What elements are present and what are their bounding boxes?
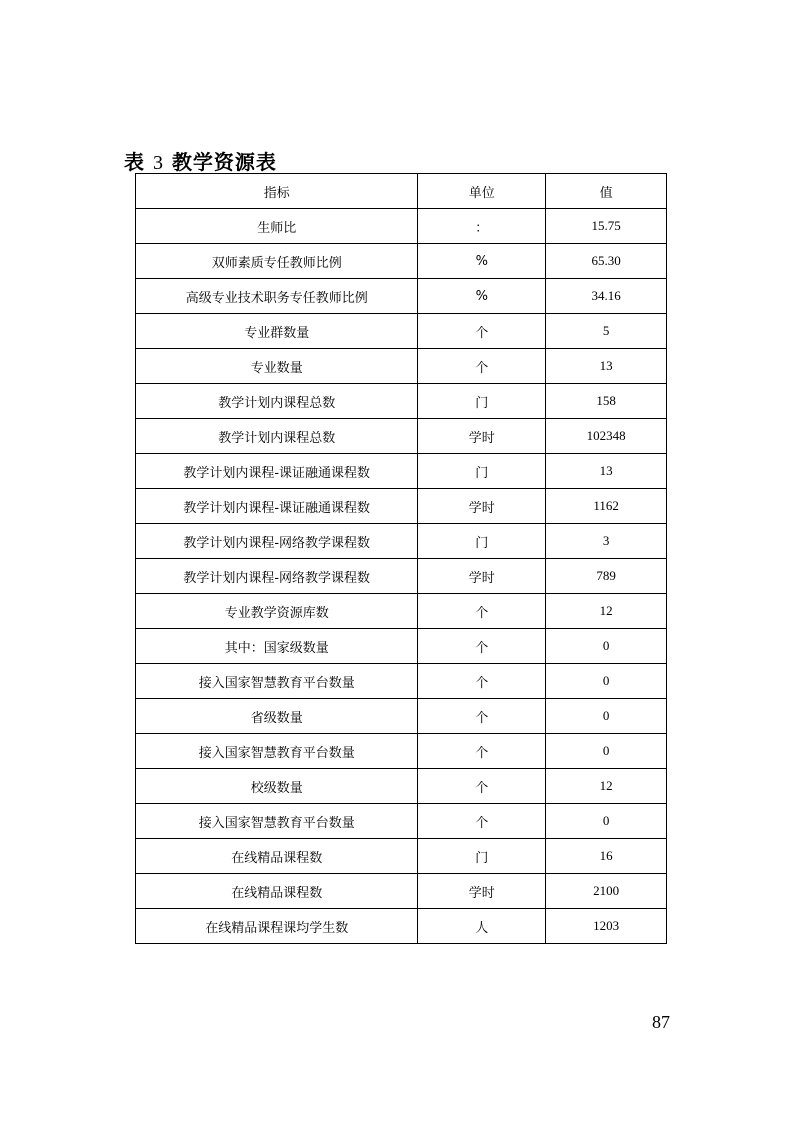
value-cell: 16: [546, 839, 667, 874]
table-row: [136, 314, 667, 349]
table-title-number: 3: [152, 152, 164, 174]
value-cell: 158: [546, 384, 667, 419]
unit-cell: 学时: [418, 419, 546, 454]
table-row: [136, 874, 667, 909]
value-cell: 1203: [546, 909, 667, 944]
unit-cell: 门: [418, 384, 546, 419]
indicator-cell: 高级专业技术职务专任教师比例: [136, 279, 418, 314]
table-title-prefix: 表: [124, 150, 145, 174]
header-unit: 单位: [418, 174, 546, 209]
value-cell: 0: [546, 804, 667, 839]
value-cell: 0: [546, 664, 667, 699]
unit-cell: 个: [418, 314, 546, 349]
indicator-cell: 教学计划内课程总数: [136, 384, 418, 419]
indicator-cell: 双师素质专任教师比例: [136, 244, 418, 279]
unit-cell: 门: [418, 524, 546, 559]
value-cell: 65.30: [546, 244, 667, 279]
indicator-cell: 教学计划内课程-网络教学课程数: [136, 559, 418, 594]
indicator-cell: 教学计划内课程-课证融通课程数: [136, 454, 418, 489]
table-row: [136, 629, 667, 664]
indicator-cell: 在线精品课程数: [136, 839, 418, 874]
value-cell: 13: [546, 454, 667, 489]
unit-cell: 门: [418, 454, 546, 489]
value-cell: 12: [546, 769, 667, 804]
table-title-text: 教学资源表: [171, 150, 277, 174]
table-row: [136, 349, 667, 384]
indicator-cell: 教学计划内课程总数: [136, 419, 418, 454]
value-cell: 3: [546, 524, 667, 559]
unit-cell: 个: [418, 804, 546, 839]
indicator-cell: 专业数量: [136, 349, 418, 384]
header-value: 值: [546, 174, 667, 209]
indicator-cell: 教学计划内课程-网络教学课程数: [136, 524, 418, 559]
unit-cell: 学时: [418, 489, 546, 524]
value-cell: 12: [546, 594, 667, 629]
table-row: [136, 734, 667, 769]
unit-cell: %: [418, 244, 546, 279]
table-row: [136, 664, 667, 699]
table-row: [136, 524, 667, 559]
indicator-cell: 接入国家智慧教育平台数量: [136, 734, 418, 769]
unit-cell: ：: [418, 209, 546, 244]
table-row: [136, 559, 667, 594]
table-row: [136, 419, 667, 454]
value-cell: 789: [546, 559, 667, 594]
value-cell: 1162: [546, 489, 667, 524]
value-cell: 2100: [546, 874, 667, 909]
table-header-row: [136, 174, 667, 209]
unit-cell: 学时: [418, 559, 546, 594]
table-row: [136, 839, 667, 874]
indicator-cell: 其中：国家级数量: [136, 629, 418, 664]
indicator-cell: 接入国家智慧教育平台数量: [136, 804, 418, 839]
unit-cell: 人: [418, 909, 546, 944]
table-row: [136, 594, 667, 629]
indicator-cell: 在线精品课程数: [136, 874, 418, 909]
unit-cell: %: [418, 279, 546, 314]
value-cell: 15.75: [546, 209, 667, 244]
table-title: [124, 146, 277, 175]
value-cell: 34.16: [546, 279, 667, 314]
indicator-cell: 专业群数量: [136, 314, 418, 349]
unit-cell: 个: [418, 664, 546, 699]
value-cell: 0: [546, 629, 667, 664]
value-cell: 102348: [546, 419, 667, 454]
table-row: [136, 804, 667, 839]
table-row: [136, 244, 667, 279]
unit-cell: 个: [418, 699, 546, 734]
value-cell: 5: [546, 314, 667, 349]
indicator-cell: 省级数量: [136, 699, 418, 734]
unit-cell: 个: [418, 734, 546, 769]
unit-cell: 个: [418, 349, 546, 384]
table-row: [136, 769, 667, 804]
unit-cell: 门: [418, 839, 546, 874]
table-row: [136, 279, 667, 314]
table-row: [136, 909, 667, 944]
indicator-cell: 专业教学资源库数: [136, 594, 418, 629]
value-cell: 13: [546, 349, 667, 384]
indicator-cell: 生师比: [136, 209, 418, 244]
indicator-cell: 在线精品课程课均学生数: [136, 909, 418, 944]
table-row: [136, 384, 667, 419]
indicator-cell: 接入国家智慧教育平台数量: [136, 664, 418, 699]
page-number: 87: [652, 1012, 670, 1032]
unit-cell: 个: [418, 769, 546, 804]
unit-cell: 个: [418, 594, 546, 629]
header-indicator: 指标: [136, 174, 418, 209]
table-row: [136, 454, 667, 489]
unit-cell: 个: [418, 629, 546, 664]
unit-cell: 学时: [418, 874, 546, 909]
table-row: [136, 489, 667, 524]
teaching-resources-table: [135, 173, 667, 944]
value-cell: 0: [546, 734, 667, 769]
value-cell: 0: [546, 699, 667, 734]
indicator-cell: 教学计划内课程-课证融通课程数: [136, 489, 418, 524]
table-row: [136, 699, 667, 734]
indicator-cell: 校级数量: [136, 769, 418, 804]
table-row: [136, 209, 667, 244]
